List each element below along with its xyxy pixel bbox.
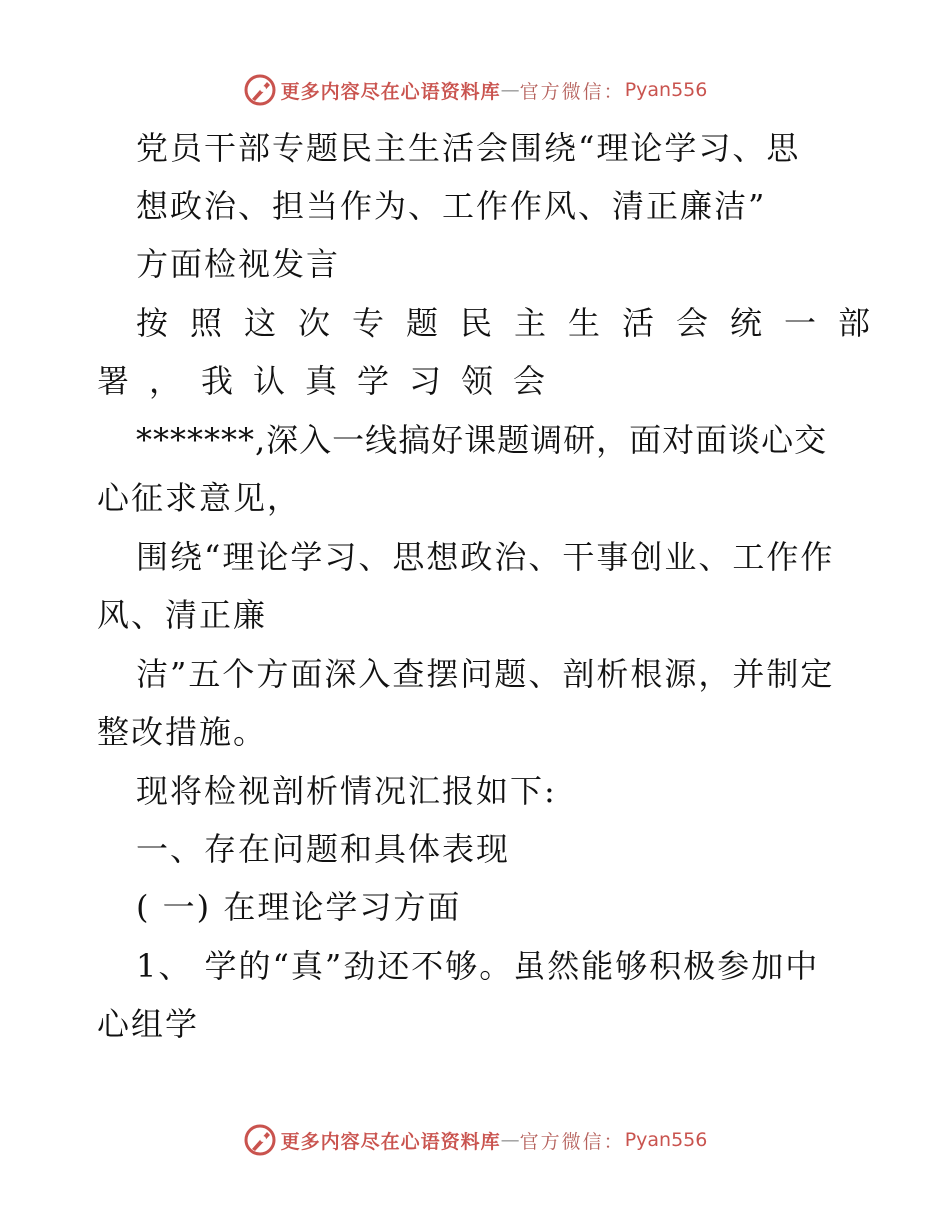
footer-banner bbox=[0, 1120, 950, 1160]
title-line-2: 想政治、担当作为、工作作风、清正廉洁” bbox=[136, 187, 767, 225]
para-2-line-2: 心征求意见， bbox=[97, 479, 302, 517]
para-3-line-1: 围绕“理论学习、思想政治、干事创业、工作作 bbox=[136, 538, 835, 576]
banner-main-text: 更多内容尽在心语资料库 bbox=[280, 80, 501, 103]
para-4-line-1: 洁”五个方面深入查摆问题、剖析根源，并制定 bbox=[136, 655, 835, 693]
pen-logo-icon bbox=[243, 1123, 277, 1157]
banner-separator: — bbox=[500, 79, 520, 101]
section-heading-1: 一、存在问题和具体表现 bbox=[136, 830, 511, 868]
banner-main-text: 更多内容尽在心语资料库 bbox=[280, 1130, 501, 1153]
banner-wechat-id: Pyan556 bbox=[624, 1129, 708, 1151]
para-6-line-2: 心组学 bbox=[97, 1005, 200, 1043]
title-line-1: 党员干部专题民主生活会围绕“理论学习、思 bbox=[136, 129, 801, 167]
para-3-line-2: 风、清正廉 bbox=[97, 596, 268, 634]
section-heading-1-1: ( 一) 在理论学习方面 bbox=[136, 888, 462, 926]
para-2-line-1: *******,深入一线搞好课题调研，面对面谈心交 bbox=[136, 421, 828, 459]
banner-separator: — bbox=[500, 1129, 520, 1151]
para-5: 现将检视剖析情况汇报如下: bbox=[136, 772, 557, 810]
para-1-line-2: 署，我认真学习领会 bbox=[97, 362, 566, 400]
para-4-line-2: 整改措施。 bbox=[97, 713, 268, 751]
banner-official-label: 官方微信： bbox=[519, 80, 625, 103]
para-1-line-1: 按照这次专题民主生活会统一部 bbox=[136, 304, 893, 342]
pen-logo-icon bbox=[243, 73, 277, 107]
para-6-line-1: 1、 学的“真”劲还不够。虽然能够积极参加中 bbox=[136, 947, 820, 985]
header-banner bbox=[0, 70, 950, 110]
title-line-3: 方面检视发言 bbox=[136, 245, 341, 283]
banner-official-label: 官方微信： bbox=[519, 1130, 625, 1153]
banner-wechat-id: Pyan556 bbox=[624, 79, 708, 101]
